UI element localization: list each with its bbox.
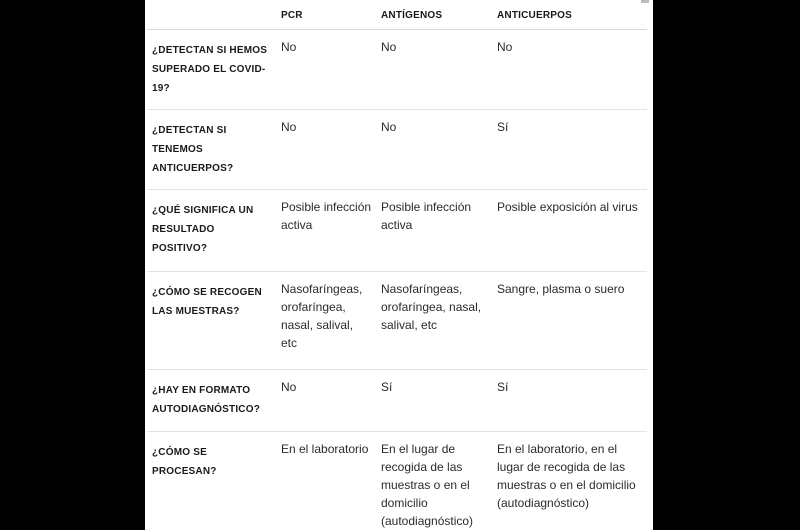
comparison-table [147,0,647,530]
table-row [147,110,647,190]
anticuerpos-cell: Sangre, plasma o suero [492,272,647,370]
anticuerpos-cell: No [492,30,647,110]
antigenos-cell: Sí [376,370,492,432]
pcr-cell: Nasofaríngeas, orofaríngea, nasal, salival, etc [276,272,376,370]
antigenos-cell: Posible infección activa [376,190,492,272]
header-pcr: PCR [276,0,376,30]
table-row [147,432,647,530]
antigenos-cell: Nasofaríngeas, orofaríngea, nasal, salival, etc [376,272,492,370]
header-antigenos: ANTÍGENOS [376,0,492,30]
table-row [147,272,647,370]
antigenos-cell: No [376,110,492,190]
row-label: ¿QUÉ SIGNIFICA UN RESULTADO POSITIVO? [147,190,276,272]
pcr-cell: No [276,30,376,110]
pcr-cell: No [276,110,376,190]
row-label: ¿DETECTAN SI HEMOS SUPERADO EL COVID-19? [147,30,276,110]
document-page [145,0,653,530]
pcr-cell: Posible infección activa [276,190,376,272]
anticuerpos-cell: Sí [492,370,647,432]
antigenos-cell: En el lugar de recogida de las muestras o en el domicilio (autodiagnóstico) [376,432,492,530]
row-label: ¿HAY EN FORMATO AUTODIAGNÓSTICO? [147,370,276,432]
table-row [147,370,647,432]
header-anticuerpos: ANTICUERPOS [492,0,647,30]
scrollbar-thumb[interactable] [641,0,649,3]
anticuerpos-cell: Posible exposición al virus [492,190,647,272]
anticuerpos-cell: En el laboratorio, en el lugar de recogida de las muestras o en el domicilio (autodiagnóstico) [492,432,647,530]
pcr-cell: En el laboratorio [276,432,376,530]
pcr-cell: No [276,370,376,432]
antigenos-cell: No [376,30,492,110]
table-row [147,190,647,272]
table-header-row [147,0,647,30]
row-label: ¿DETECTAN SI TENEMOS ANTICUERPOS? [147,110,276,190]
row-label: ¿CÓMO SE PROCESAN? [147,432,276,530]
row-label: ¿CÓMO SE RECOGEN LAS MUESTRAS? [147,272,276,370]
table-row [147,30,647,110]
anticuerpos-cell: Sí [492,110,647,190]
header-empty [147,0,276,30]
